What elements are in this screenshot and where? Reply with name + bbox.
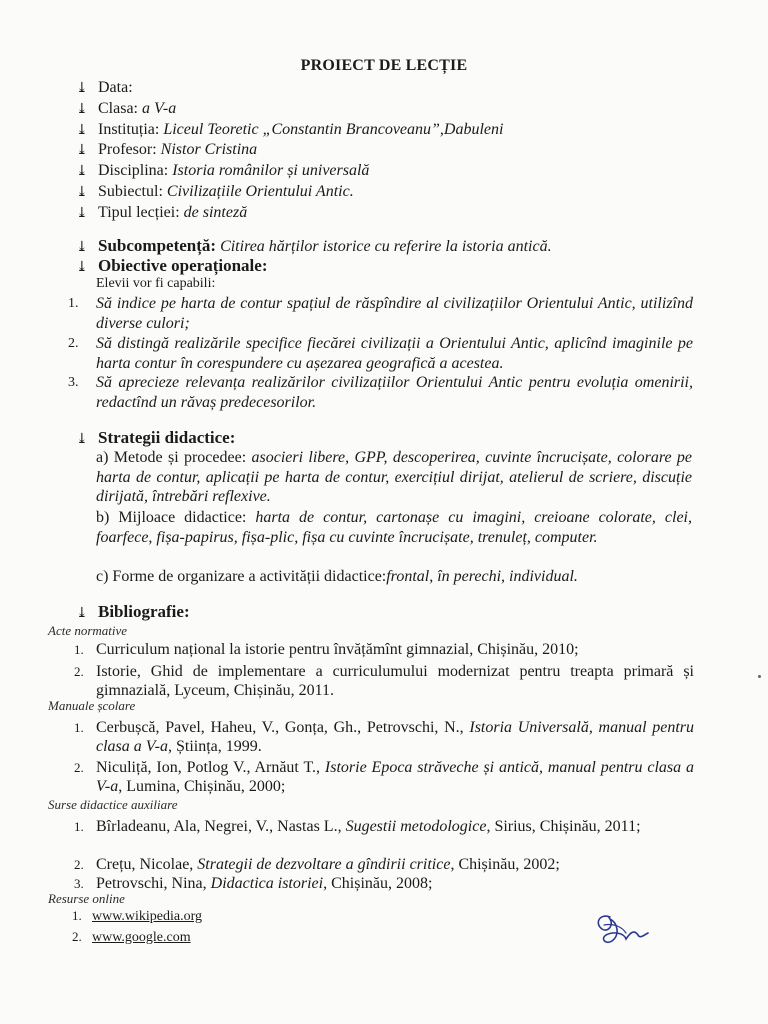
arrow-bullet-icon: ⤓ bbox=[76, 143, 88, 159]
meta-row-class: ⤓ Clasa: a V-a bbox=[76, 99, 503, 120]
objective-item: 2. Să distingă realizările specifice fiecărei civilizații a Orientului Antic, aplicînd imaginile pe harta contur în corespundere cu așezarea geografică a acestea. bbox=[68, 335, 693, 372]
online-resource-item: 2. www.google.com bbox=[72, 929, 191, 945]
bib-item: 2. Istorie, Ghid de implementare a curriculumului modernizat pentru treapta primară și gimnazială, Lyceum, Chișinău, 2011. bbox=[74, 663, 694, 699]
arrow-bullet-icon: ⤓ bbox=[76, 101, 88, 117]
strategy-methods: a) Metode și procedee: asocieri libere, GPP, descoperirea, cuvinte încrucișate, colorare pe harta de contur, aplicații pe harta de contur, exercițiul dirijat, atelierul de scriere, discuție dirijată, întrebări reflexive. bbox=[96, 449, 693, 506]
scan-mark bbox=[758, 675, 761, 678]
meta-row-subject: ⤓ Subiectul: Civilizațiile Orientului Antic. bbox=[76, 182, 503, 203]
arrow-bullet-icon: ⤓ bbox=[76, 606, 88, 621]
bibliography-heading: ⤓ Bibliografie: bbox=[76, 602, 190, 621]
meta-row-date: ⤓ Data: bbox=[76, 78, 503, 99]
meta-row-discipline: ⤓ Disciplina: Istoria românilor și universală bbox=[76, 161, 503, 182]
bib-item: 1. Bîrladeanu, Ala, Negrei, V., Nastas L., Sugestii metodologice, Sirius, Chișinău, 2011; bbox=[74, 818, 641, 835]
strategy-forms: c) Forme de organizare a activității didactice:frontal, în perechi, individual. bbox=[96, 568, 578, 585]
arrow-bullet-icon: ⤓ bbox=[76, 164, 88, 180]
strategy-means: b) Mijloace didactice: harta de contur, cartonașe cu imagini, creioane colorate, clei, foarfece, fișa-papirus, fișa-plic, fișa cu cuvinte încrucișate, trenuleț, computer. bbox=[96, 509, 692, 546]
meta-row-teacher: ⤓ Profesor: Nistor Cristina bbox=[76, 140, 503, 161]
online-link[interactable]: www.google.com bbox=[92, 930, 191, 945]
signature-icon bbox=[590, 905, 660, 950]
bib-caption-auxiliary: Surse didactice auxiliare bbox=[48, 797, 178, 812]
online-link[interactable]: www.wikipedia.org bbox=[92, 909, 203, 924]
bib-item: 3. Petrovschi, Nina, Didactica istoriei, Chișinău, 2008; bbox=[74, 875, 433, 892]
arrow-bullet-icon: ⤓ bbox=[76, 205, 88, 221]
lesson-meta-list bbox=[76, 78, 503, 224]
arrow-bullet-icon: ⤓ bbox=[76, 432, 88, 447]
bib-caption-online: Resurse online bbox=[48, 891, 125, 906]
objectives-intro: Elevii vor fi capabili: bbox=[96, 276, 216, 291]
bib-caption-acts: Acte normative bbox=[48, 623, 128, 638]
objective-item: 3. Să aprecieze relevanța realizărilor civilizațiilor Orientului Antic pentru evoluția omenirii, redactînd un răvaș predecesorilor. bbox=[68, 374, 693, 411]
arrow-bullet-icon: ⤓ bbox=[76, 260, 88, 275]
bib-item: 1. Cerbușcă, Pavel, Haheu, V., Gonța, Gh., Petrovschi, N., Istoria Universală, manual pentru clasa a V-a, Știința, 1999. bbox=[74, 719, 695, 755]
bib-item: 2. Niculiță, Ion, Potlog V., Arnăut T., Istorie Epoca străveche și antică, manual pentru clasa a V-a, Lumina, Chișinău, 2000; bbox=[74, 759, 694, 795]
objective-item: 1. Să indice pe harta de contur spațiul de răspîndire al civilizațiilor Orientului Antic, utilizînd diverse culori; bbox=[68, 295, 693, 332]
meta-row-institution: ⤓ Instituția: Liceul Teoretic „Constantin Brancoveanu”,Dabuleni bbox=[76, 120, 503, 141]
online-resource-item: 1. www.wikipedia.org bbox=[72, 908, 203, 924]
objectives-heading: ⤓ Obiective operaționale: bbox=[76, 256, 268, 275]
page-title: PROIECT DE LECȚIE bbox=[300, 57, 468, 74]
strategies-heading: ⤓ Strategii didactice: bbox=[76, 428, 236, 447]
bib-item: 2. Crețu, Nicolae, Strategii de dezvoltare a gîndirii critice, Chișinău, 2002; bbox=[74, 856, 560, 873]
subcompetence: ⤓ Subcompetență: Citirea hărților istorice cu referire la istoria antică. bbox=[76, 236, 552, 255]
arrow-bullet-icon: ⤓ bbox=[76, 81, 88, 96]
bib-caption-textbooks: Manuale școlare bbox=[48, 698, 136, 713]
arrow-bullet-icon: ⤓ bbox=[76, 122, 88, 138]
meta-row-lesson-type: ⤓ Tipul lecției: de sinteză bbox=[76, 203, 503, 224]
bib-item: 1. Curriculum național la istorie pentru învățămînt gimnazial, Chișinău, 2010; bbox=[74, 641, 579, 658]
arrow-bullet-icon: ⤓ bbox=[76, 240, 88, 255]
arrow-bullet-icon: ⤓ bbox=[76, 184, 88, 200]
